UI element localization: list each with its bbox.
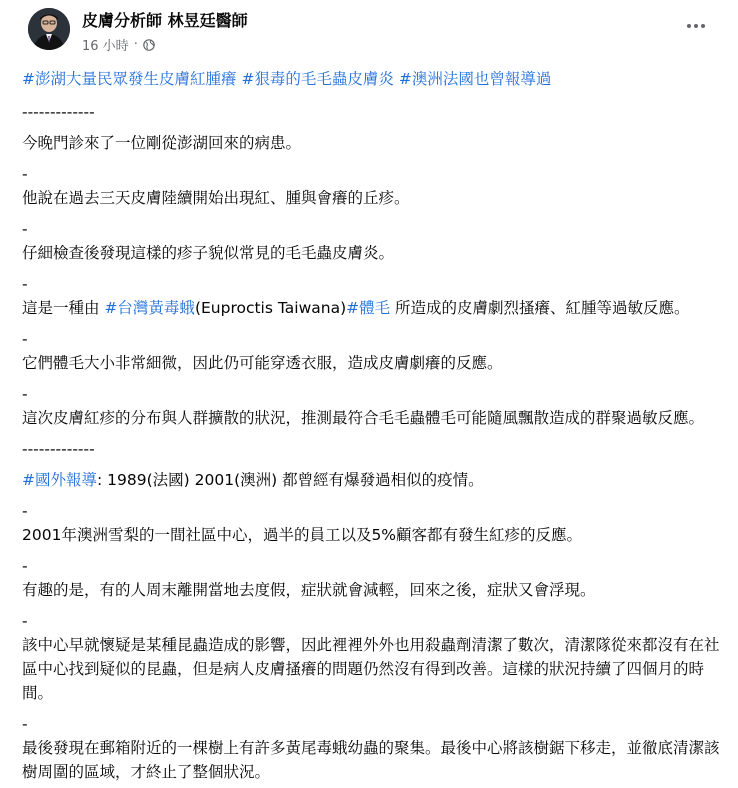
avatar-photo (28, 8, 70, 50)
dash-separator: - (22, 502, 28, 520)
post-meta (82, 35, 155, 54)
hashtag-link[interactable]: #台灣黃毒蛾 (104, 299, 195, 317)
hashtag-link[interactable]: #狠毒的毛毛蟲皮膚炎 (241, 70, 394, 88)
hashtag-link[interactable]: #體毛 (346, 299, 391, 317)
separator-dot: · (133, 37, 138, 52)
dash-separator: - (22, 612, 28, 630)
dash-separator: - (22, 220, 28, 238)
dash-separator: - (22, 165, 28, 183)
text-segment: 這是一種由 (22, 299, 105, 317)
dash-separator: - (22, 715, 28, 733)
hashtag-line (22, 67, 724, 91)
more-dot (694, 24, 698, 28)
avatar[interactable] (28, 8, 70, 50)
more-options-icon[interactable] (682, 16, 710, 36)
author-name[interactable]: 皮膚分析師 林昱廷醫師 (82, 11, 248, 30)
paragraph: 該中心早就懷疑是某種昆蟲造成的影響，因此裡裡外外也用殺蟲劑清潔了數次，清潔隊從來都沒有在社區中心找到疑似的昆蟲，但是病人皮膚搔癢的問題仍然沒有得到改善。這樣的狀況持續了四個月的時間。 (22, 636, 720, 702)
text-segment: : 1989(法國) 2001(澳洲) 都曾經有爆發過相似的疫情。 (97, 471, 484, 489)
paragraph: 它們體毛大小非常細微，因此仍可能穿透衣服，造成皮膚劇癢的反應。 (22, 354, 503, 372)
paragraph: 他說在過去三天皮膚陸續開始出現紅、腫與會癢的丘疹。 (22, 189, 410, 207)
text-segment: 所造成的皮膚劇烈搔癢、紅腫等過敏反應。 (390, 299, 690, 317)
divider-line: ------------- (22, 103, 95, 121)
divider-line: ------------- (22, 440, 95, 458)
hashtag-link[interactable]: #澳洲法國也曾報導過 (398, 70, 552, 88)
paragraph: 最後發現在郵箱附近的一棵樹上有許多黃尾毒蛾幼蟲的聚集。最後中心將該樹鋸下移走，並徹底清潔該樹周圍的區域，才終止了整個狀況。 (22, 739, 720, 781)
post-header (22, 0, 724, 60)
paragraph: 仔細檢查後發現這樣的疹子貌似常見的毛毛蟲皮膚炎。 (22, 244, 395, 262)
paragraph (22, 296, 724, 320)
text-segment: (Euproctis Taiwana) (194, 299, 347, 317)
dash-separator: - (22, 385, 28, 403)
more-dot (701, 24, 705, 28)
paragraph: 這次皮膚紅疹的分布與人群擴散的狀況，推測最符合毛毛蟲體毛可能隨風飄散造成的群聚過敏反應。 (22, 409, 705, 427)
post-time[interactable]: 16 小時 (82, 39, 129, 54)
paragraph: 2001年澳洲雪梨的一間社區中心，過半的員工以及5%顧客都有發生紅疹的反應。 (22, 526, 583, 544)
paragraph: 有趣的是，有的人周末離開當地去度假，症狀就會減輕，回來之後，症狀又會浮現。 (22, 581, 596, 599)
hashtag-link[interactable]: #國外報導 (22, 471, 97, 489)
globe-icon[interactable] (143, 39, 155, 51)
dash-separator: - (22, 330, 28, 348)
dash-separator: - (22, 557, 28, 575)
paragraph (22, 468, 724, 492)
paragraph: 今晚門診來了一位剛從澎湖回來的病患。 (22, 134, 302, 152)
hashtag-link[interactable]: #澎湖大量民眾發生皮膚紅腫癢 (22, 70, 237, 88)
dash-separator: - (22, 275, 28, 293)
more-dot (687, 24, 691, 28)
post-body (22, 100, 724, 784)
